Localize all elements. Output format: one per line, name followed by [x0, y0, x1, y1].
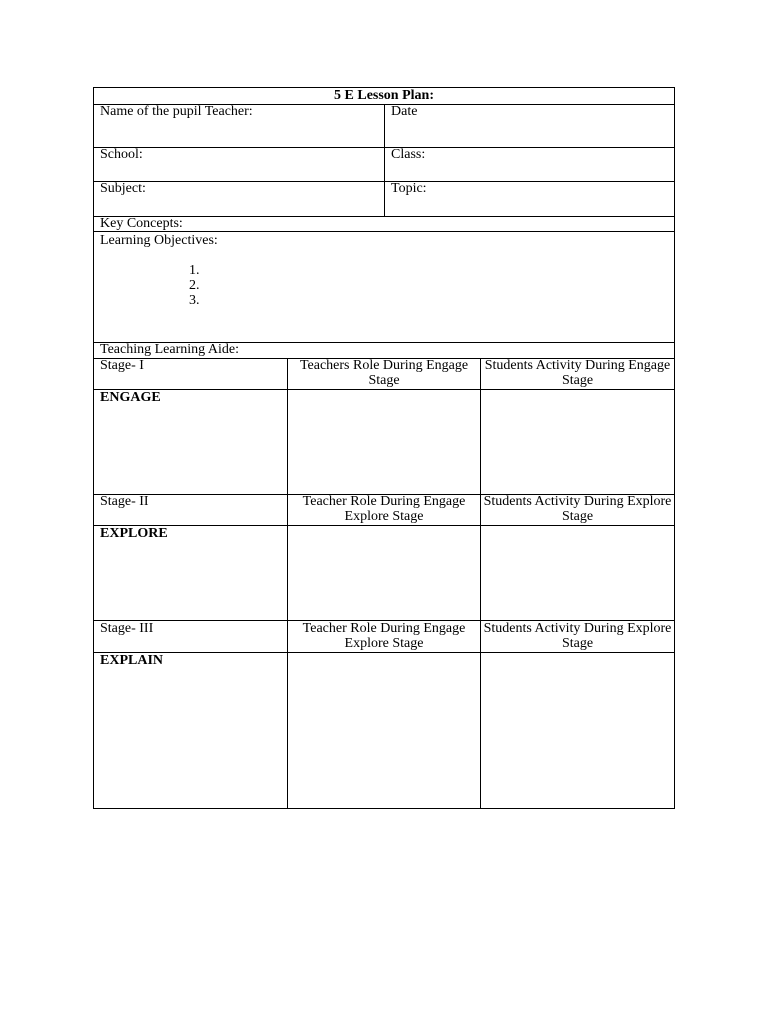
student-activity-header: Students Activity During Explore Stage [483, 494, 672, 524]
engage-student-cell[interactable] [481, 390, 674, 494]
teacher-role-header: Teachers Role During Engage Stage [299, 358, 469, 388]
stage-name: EXPLORE [100, 526, 168, 541]
objective-item: 1. [189, 263, 200, 278]
class-label: Class: [391, 147, 426, 162]
explain-student-cell[interactable] [481, 653, 674, 808]
stage-label: Stage- II [100, 494, 149, 509]
explain-teacher-cell[interactable] [288, 653, 480, 808]
learning-objectives-field[interactable] [94, 232, 674, 342]
student-activity-header: Students Activity During Explore Stage [483, 621, 672, 651]
stage-label: Stage- III [100, 621, 154, 636]
date-label: Date [391, 104, 418, 119]
explore-teacher-cell[interactable] [288, 526, 480, 620]
stage-name: EXPLAIN [100, 653, 164, 668]
stage-label: Stage- I [100, 358, 144, 373]
learning-objectives-label: Learning Objectives: [100, 233, 218, 248]
page-title: 5 E Lesson Plan: [334, 88, 434, 103]
objective-item: 3. [189, 293, 200, 308]
key-concepts-label: Key Concepts: [100, 216, 183, 231]
teacher-role-header: Teacher Role During Engage Explore Stage [302, 494, 466, 524]
class-field[interactable] [385, 148, 674, 181]
border-right [674, 87, 675, 809]
engage-teacher-cell[interactable] [288, 390, 480, 494]
date-field[interactable] [385, 105, 674, 147]
school-label: School: [100, 147, 143, 162]
stage-name: ENGAGE [100, 390, 161, 405]
teaching-aide-label: Teaching Learning Aide: [100, 342, 239, 357]
teacher-role-header: Teacher Role During Engage Explore Stage [302, 621, 466, 651]
topic-field[interactable] [385, 182, 674, 216]
explore-student-cell[interactable] [481, 526, 674, 620]
border-bottom [93, 808, 675, 809]
teacher-name-label: Name of the pupil Teacher: [100, 104, 253, 119]
subject-label: Subject: [100, 181, 146, 196]
objective-item: 2. [189, 278, 200, 293]
student-activity-header: Students Activity During Engage Stage [484, 358, 671, 388]
topic-label: Topic: [391, 181, 427, 196]
